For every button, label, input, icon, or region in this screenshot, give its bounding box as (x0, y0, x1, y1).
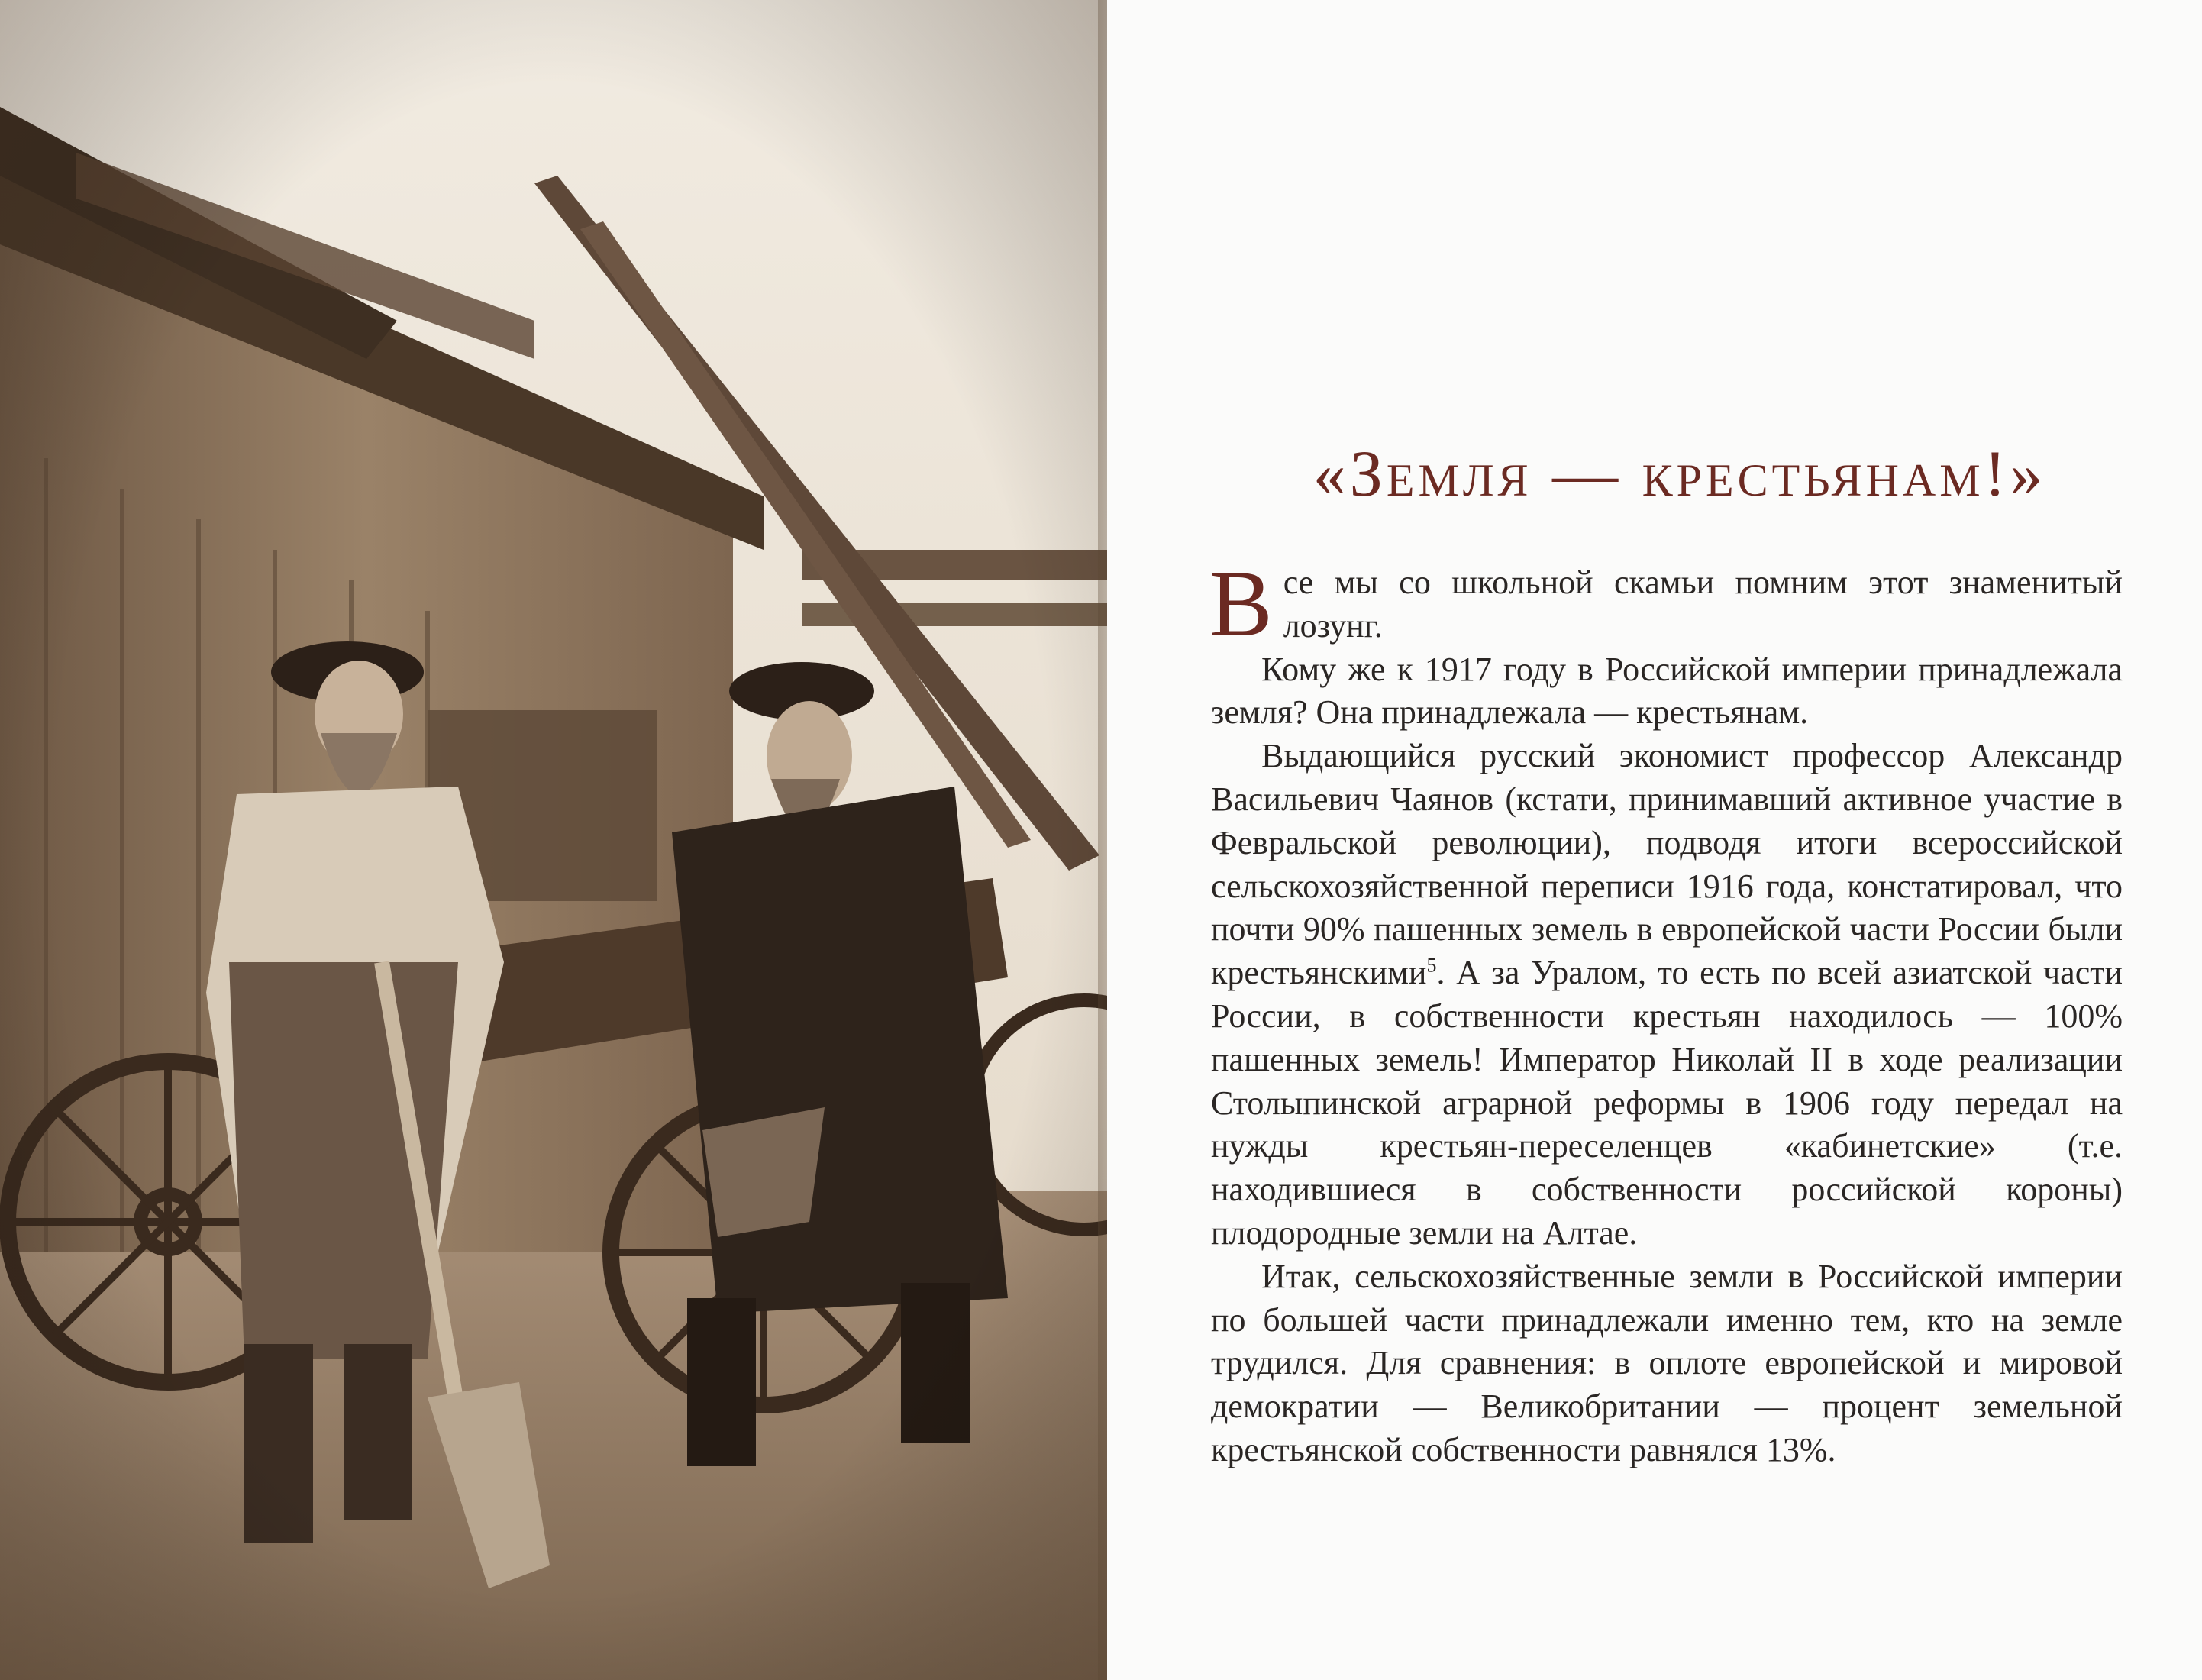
paragraph-1 (1209, 551, 2123, 656)
paragraph-3 (1211, 735, 2123, 1255)
paragraph-2: Кому же к 1917 году в Российской империи принадлежала земля? Она принадлежала — крестьянам. (1211, 650, 2123, 732)
chapter-title: «Земля — крестьянам!» (1312, 437, 2047, 510)
footnote-marker: 5 (1426, 954, 1437, 977)
paragraph-1-text: се мы со школьной скамьи помним этот знаменитый лозунг. (1283, 564, 2123, 645)
drop-cap: В (1209, 551, 1273, 656)
paragraph-3-text-b: . А за Уралом, то есть по всей азиатской части России, в собственности крестьян находилось — 100% пашенных земель! Император Николай II в ходе реализации Столыпинской аграрной реформы в 1906 году передал на нужды крестьян-переселенцев «кабинетские» (т.е. находившиеся в собственности российской короны) плодородные земли на Алтае. (1211, 954, 2123, 1252)
paragraph-3-text-a: Выдающийся русский экономист профессор Александр Васильевич Чаянов (кстати, принимавший активное участие в Февральской революции), подводя итоги всероссийской сельскохозяйственной переписи 1916 года, констатировал, что почти 90% пашенных земель в европейской части России были крестьянскими (1211, 737, 2123, 992)
paragraph-4: Итак, сельскохозяйственные земли в Российской империи по большей части принадлежали именно тем, кто на земле трудился. Для сравнения: в оплоте европейской и мировой демократии — Великобритании — процент земельной крестьянской собственности равнялся 13%. (1211, 1257, 2123, 1468)
text-page (1107, 0, 2202, 1680)
body-text (1209, 551, 2123, 1472)
